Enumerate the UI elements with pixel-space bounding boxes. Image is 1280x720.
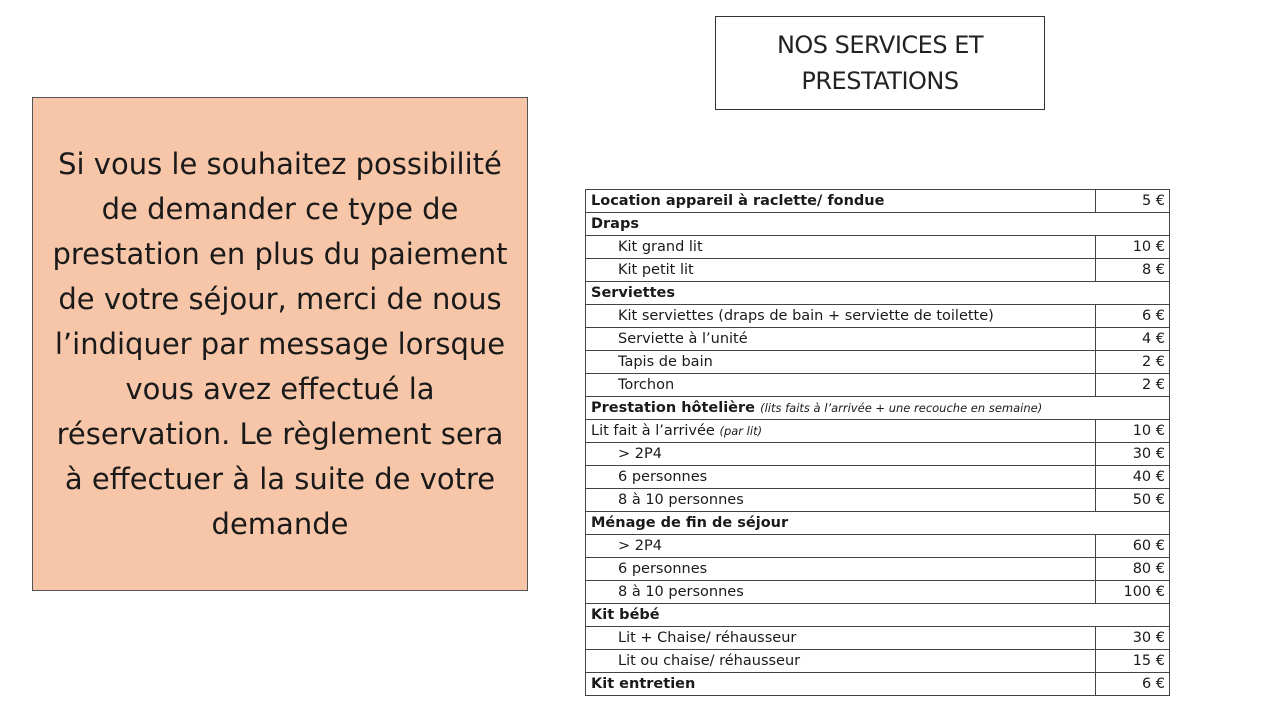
table-row — [586, 305, 1170, 328]
section-label — [586, 397, 1170, 420]
section-label: Serviettes — [586, 282, 1096, 305]
row-price: 10 € — [1096, 236, 1170, 259]
title-line-1: NOS SERVICES ET — [776, 31, 984, 59]
table-row — [586, 374, 1170, 397]
row-price: 10 € — [1096, 420, 1170, 443]
row-price-empty — [1096, 604, 1170, 627]
info-line: à effectuer à la suite de votre — [64, 461, 496, 496]
row-label: 6 personnes — [586, 558, 1096, 581]
info-line: demande — [211, 506, 349, 541]
info-line: prestation en plus du paiement — [52, 236, 508, 271]
row-label: 6 personnes — [586, 466, 1096, 489]
row-label: Kit petit lit — [586, 259, 1096, 282]
row-label: Lit + Chaise/ réhausseur — [586, 627, 1096, 650]
table-row — [586, 351, 1170, 374]
table-row — [586, 466, 1170, 489]
row-price: 60 € — [1096, 535, 1170, 558]
table-row — [586, 236, 1170, 259]
table-row — [586, 581, 1170, 604]
section-header — [586, 512, 1170, 535]
info-line: vous avez effectué la — [125, 371, 435, 406]
info-line: de demander ce type de — [101, 191, 459, 226]
row-price: 30 € — [1096, 627, 1170, 650]
row-price: 5 € — [1096, 190, 1170, 213]
row-price: 2 € — [1096, 374, 1170, 397]
info-box — [32, 97, 528, 591]
row-price: 6 € — [1096, 673, 1170, 696]
table-row — [586, 673, 1170, 696]
row-label: Kit grand lit — [586, 236, 1096, 259]
section-label: Kit bébé — [586, 604, 1096, 627]
info-line: réservation. Le règlement sera — [56, 416, 504, 451]
table-row — [586, 420, 1170, 443]
section-header — [586, 604, 1170, 627]
row-label — [586, 420, 1096, 443]
row-price: 8 € — [1096, 259, 1170, 282]
section-label: Ménage de fin de séjour — [586, 512, 1096, 535]
table-row — [586, 259, 1170, 282]
row-price: 40 € — [1096, 466, 1170, 489]
table-row — [586, 535, 1170, 558]
row-label: Kit entretien — [586, 673, 1096, 696]
row-label: 8 à 10 personnes — [586, 581, 1096, 604]
section-label: Draps — [586, 213, 1096, 236]
info-line: l’indiquer par message lorsque — [54, 326, 506, 361]
row-price-empty — [1096, 512, 1170, 535]
table-row — [586, 558, 1170, 581]
row-label: Lit ou chaise/ réhausseur — [586, 650, 1096, 673]
info-line: de votre séjour, merci de nous — [58, 281, 502, 316]
row-label: Tapis de bain — [586, 351, 1096, 374]
table-row — [586, 650, 1170, 673]
section-header — [586, 213, 1170, 236]
section-label-text: Prestation hôtelière — [591, 400, 756, 416]
row-label: Torchon — [586, 374, 1096, 397]
row-note: (par lit) — [719, 424, 763, 438]
row-label: > 2P4 — [586, 443, 1096, 466]
row-price: 50 € — [1096, 489, 1170, 512]
row-price: 2 € — [1096, 351, 1170, 374]
table-row — [586, 489, 1170, 512]
row-label: > 2P4 — [586, 535, 1096, 558]
title-line-2: PRESTATIONS — [801, 67, 959, 95]
row-price: 4 € — [1096, 328, 1170, 351]
row-label: Kit serviettes (draps de bain + serviette de toilette) — [586, 305, 1096, 328]
info-text — [42, 142, 517, 547]
row-price-empty — [1096, 213, 1170, 236]
row-price: 15 € — [1096, 650, 1170, 673]
section-note: (lits faits à l’arrivée + une recouche en semaine) — [760, 401, 1043, 415]
price-table — [585, 189, 1170, 696]
row-price: 80 € — [1096, 558, 1170, 581]
row-label: Location appareil à raclette/ fondue — [586, 190, 1096, 213]
page-title — [715, 16, 1045, 110]
row-price: 6 € — [1096, 305, 1170, 328]
row-price: 30 € — [1096, 443, 1170, 466]
table-row — [586, 190, 1170, 213]
row-price-empty — [1096, 282, 1170, 305]
table-row — [586, 627, 1170, 650]
section-header — [586, 282, 1170, 305]
info-line: Si vous le souhaitez possibilité — [58, 146, 502, 181]
table-row — [586, 328, 1170, 351]
row-label: 8 à 10 personnes — [586, 489, 1096, 512]
section-header — [586, 397, 1170, 420]
row-price: 100 € — [1096, 581, 1170, 604]
row-label: Serviette à l’unité — [586, 328, 1096, 351]
row-label-text: Lit fait à l’arrivée — [591, 423, 715, 439]
table-row — [586, 443, 1170, 466]
